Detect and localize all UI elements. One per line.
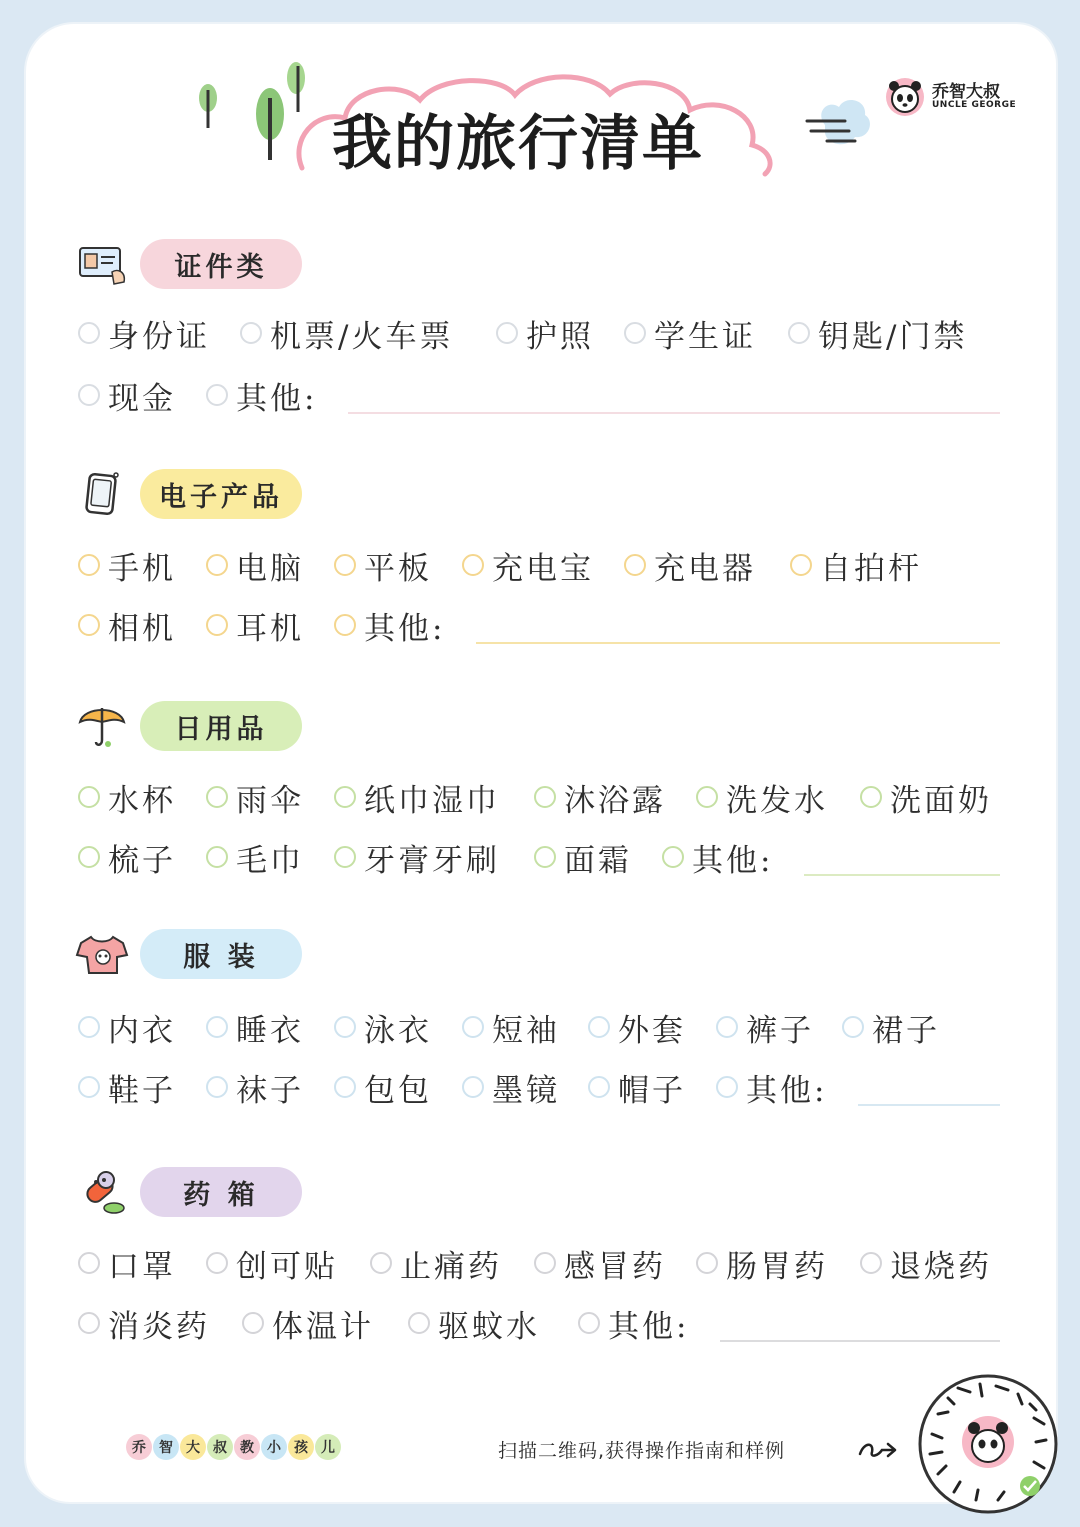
checkbox[interactable] bbox=[334, 554, 356, 576]
checklist-item-label: 短袖 bbox=[492, 1012, 560, 1049]
checkbox[interactable] bbox=[242, 1312, 264, 1334]
checklist-item[interactable] bbox=[240, 308, 453, 358]
checkbox[interactable] bbox=[78, 846, 100, 868]
checklist-item[interactable] bbox=[206, 772, 304, 822]
checklist-item-label: 充电宝 bbox=[492, 550, 594, 587]
checkbox[interactable] bbox=[788, 322, 810, 344]
checkbox[interactable] bbox=[534, 786, 556, 808]
checklist-item[interactable] bbox=[534, 832, 632, 882]
checkbox[interactable] bbox=[534, 1252, 556, 1274]
checklist-item[interactable] bbox=[334, 600, 445, 650]
section-header bbox=[74, 1164, 302, 1220]
checklist-item[interactable] bbox=[716, 1002, 814, 1052]
checklist-item[interactable] bbox=[370, 1238, 502, 1288]
checklist-item-label: 洗发水 bbox=[726, 782, 828, 819]
checklist-item-label: 裤子 bbox=[746, 1012, 814, 1049]
checklist-item[interactable] bbox=[534, 772, 666, 822]
tagline-char: 大 bbox=[180, 1434, 206, 1460]
checklist-item-label: 裙子 bbox=[872, 1012, 940, 1049]
checkbox[interactable] bbox=[662, 846, 684, 868]
brand-logo bbox=[884, 76, 1016, 118]
checklist-item[interactable] bbox=[790, 540, 922, 590]
checklist-item[interactable] bbox=[206, 1062, 304, 1112]
checkbox[interactable] bbox=[78, 614, 100, 636]
checklist-item-label: 创可贴 bbox=[236, 1248, 338, 1285]
section-title: 药 箱 bbox=[140, 1167, 302, 1217]
other-fill-line[interactable] bbox=[720, 1340, 1000, 1342]
checklist-item-label: 退烧药 bbox=[890, 1248, 992, 1285]
checkbox[interactable] bbox=[78, 1312, 100, 1334]
checkbox[interactable] bbox=[534, 846, 556, 868]
checklist-item-label: 护照 bbox=[526, 318, 594, 355]
section-title: 证件类 bbox=[140, 239, 302, 289]
tagline-char: 叔 bbox=[207, 1434, 233, 1460]
scan-instruction: 扫描二维码,获得操作指南和样例 bbox=[498, 1440, 786, 1462]
checklist-item[interactable] bbox=[624, 308, 756, 358]
checkbox[interactable] bbox=[78, 1016, 100, 1038]
checkbox[interactable] bbox=[334, 1016, 356, 1038]
checkbox[interactable] bbox=[496, 322, 518, 344]
checkbox[interactable] bbox=[462, 1016, 484, 1038]
checkbox[interactable] bbox=[696, 786, 718, 808]
brand-name-en: UNCLE GEORGE bbox=[932, 100, 1017, 111]
checkbox[interactable] bbox=[588, 1076, 610, 1098]
checklist-item[interactable] bbox=[78, 600, 176, 650]
checkbox[interactable] bbox=[78, 554, 100, 576]
checklist-item[interactable] bbox=[696, 772, 828, 822]
checkbox[interactable] bbox=[206, 1016, 228, 1038]
id-card-icon bbox=[74, 236, 130, 292]
checklist-item-label: 牙膏牙刷 bbox=[364, 842, 500, 879]
checkbox[interactable] bbox=[842, 1016, 864, 1038]
checklist-item-label: 消炎药 bbox=[108, 1308, 210, 1345]
wind-cloud-icon bbox=[805, 95, 875, 155]
checkbox[interactable] bbox=[334, 846, 356, 868]
checklist-item-label: 纸巾湿巾 bbox=[364, 782, 500, 819]
checkbox[interactable] bbox=[370, 1252, 392, 1274]
checklist-item[interactable] bbox=[206, 832, 304, 882]
checkbox[interactable] bbox=[578, 1312, 600, 1334]
tagline-char: 乔 bbox=[126, 1434, 152, 1460]
checklist-item[interactable] bbox=[206, 370, 317, 420]
checklist-item-label: 毛巾 bbox=[236, 842, 304, 879]
checklist-item[interactable] bbox=[334, 1002, 432, 1052]
checklist-item[interactable] bbox=[716, 1062, 827, 1112]
checklist-item-label: 其他: bbox=[236, 380, 318, 417]
checklist-item[interactable] bbox=[462, 540, 594, 590]
checklist-item-label: 洗面奶 bbox=[890, 782, 992, 819]
checkbox[interactable] bbox=[334, 614, 356, 636]
section-header bbox=[74, 698, 302, 754]
checkbox[interactable] bbox=[790, 554, 812, 576]
checkbox[interactable] bbox=[696, 1252, 718, 1274]
checklist-item[interactable] bbox=[462, 1002, 560, 1052]
checklist-item[interactable] bbox=[588, 1002, 686, 1052]
section-header bbox=[74, 236, 302, 292]
arrow-right-icon bbox=[858, 1438, 898, 1462]
checklist-item[interactable] bbox=[334, 832, 500, 882]
checklist-item-label: 钥匙/门禁 bbox=[818, 318, 968, 355]
checklist-item-label: 自拍杆 bbox=[820, 550, 922, 587]
checkbox[interactable] bbox=[78, 322, 100, 344]
checklist-item-label: 现金 bbox=[108, 380, 176, 417]
checkbox[interactable] bbox=[462, 1076, 484, 1098]
umbrella-icon bbox=[74, 698, 130, 754]
section-title: 服 装 bbox=[140, 929, 302, 979]
pill-icon bbox=[74, 1164, 130, 1220]
other-fill-line[interactable] bbox=[348, 412, 1000, 414]
checklist-item[interactable] bbox=[78, 540, 176, 590]
section-header bbox=[74, 466, 302, 522]
checklist-item[interactable] bbox=[206, 540, 304, 590]
tablet-icon bbox=[74, 466, 130, 522]
checklist-item-label: 感冒药 bbox=[564, 1248, 666, 1285]
checklist-item[interactable] bbox=[78, 1238, 176, 1288]
checklist-item-label: 水杯 bbox=[108, 782, 176, 819]
checklist-item-label: 平板 bbox=[364, 550, 432, 587]
checklist-item[interactable] bbox=[78, 370, 176, 420]
checklist-item[interactable] bbox=[496, 308, 594, 358]
checklist-item[interactable] bbox=[860, 1238, 992, 1288]
checklist-item-label: 耳机 bbox=[236, 610, 304, 647]
checkbox[interactable] bbox=[716, 1076, 738, 1098]
checklist-item-label: 其他: bbox=[692, 842, 774, 879]
checkbox[interactable] bbox=[408, 1312, 430, 1334]
checkbox[interactable] bbox=[78, 786, 100, 808]
other-fill-line[interactable] bbox=[476, 642, 1000, 644]
checkbox[interactable] bbox=[462, 554, 484, 576]
checkbox[interactable] bbox=[334, 786, 356, 808]
checkbox[interactable] bbox=[206, 384, 228, 406]
checklist-item-label: 内衣 bbox=[108, 1012, 176, 1049]
checklist-item[interactable] bbox=[462, 1062, 560, 1112]
checklist-item[interactable] bbox=[534, 1238, 666, 1288]
checklist-item-label: 止痛药 bbox=[400, 1248, 502, 1285]
checklist-item[interactable] bbox=[206, 600, 304, 650]
tagline-char: 小 bbox=[261, 1434, 287, 1460]
tagline-char: 孩 bbox=[288, 1434, 314, 1460]
checklist-item-label: 口罩 bbox=[108, 1248, 176, 1285]
checklist-item-label: 沐浴露 bbox=[564, 782, 666, 819]
checklist-item[interactable] bbox=[206, 1002, 304, 1052]
checklist-item[interactable] bbox=[860, 772, 992, 822]
checklist-item-label: 梳子 bbox=[108, 842, 176, 879]
checklist-item-label: 外套 bbox=[618, 1012, 686, 1049]
qr-code-icon[interactable] bbox=[918, 1374, 1058, 1514]
tagline-char: 教 bbox=[234, 1434, 260, 1460]
checklist-item-label: 电脑 bbox=[236, 550, 304, 587]
checkbox[interactable] bbox=[206, 614, 228, 636]
checklist-item[interactable] bbox=[696, 1238, 828, 1288]
tagline-char: 智 bbox=[153, 1434, 179, 1460]
checklist-item-label: 驱蚊水 bbox=[438, 1308, 540, 1345]
checkbox[interactable] bbox=[78, 384, 100, 406]
checklist-item[interactable] bbox=[242, 1298, 374, 1348]
checkbox[interactable] bbox=[206, 1076, 228, 1098]
checkbox[interactable] bbox=[206, 554, 228, 576]
checklist-item[interactable] bbox=[788, 308, 967, 358]
checklist-item-label: 相机 bbox=[108, 610, 176, 647]
checklist-item-label: 袜子 bbox=[236, 1072, 304, 1109]
checklist-item[interactable] bbox=[578, 1298, 689, 1348]
checklist-item-label: 其他: bbox=[746, 1072, 828, 1109]
checklist-item[interactable] bbox=[334, 1062, 432, 1112]
checkbox[interactable] bbox=[206, 786, 228, 808]
checklist-item-label: 泳衣 bbox=[364, 1012, 432, 1049]
checklist-item-label: 包包 bbox=[364, 1072, 432, 1109]
checklist-item-label: 墨镜 bbox=[492, 1072, 560, 1109]
checklist-item-label: 充电器 bbox=[654, 550, 756, 587]
checkbox[interactable] bbox=[206, 846, 228, 868]
checklist-item-label: 体温计 bbox=[272, 1308, 374, 1345]
checklist-item[interactable] bbox=[334, 772, 500, 822]
checklist-item-label: 睡衣 bbox=[236, 1012, 304, 1049]
section-header bbox=[74, 926, 302, 982]
checkbox[interactable] bbox=[240, 322, 262, 344]
checkbox[interactable] bbox=[716, 1016, 738, 1038]
brand-name: 乔智大叔 bbox=[932, 81, 1000, 102]
checklist-item[interactable] bbox=[78, 1298, 210, 1348]
checkbox[interactable] bbox=[624, 554, 646, 576]
checklist-item[interactable] bbox=[78, 1062, 176, 1112]
checklist-item-label: 其他: bbox=[364, 610, 446, 647]
checkbox[interactable] bbox=[860, 1252, 882, 1274]
checklist-item[interactable] bbox=[588, 1062, 686, 1112]
checkbox[interactable] bbox=[78, 1252, 100, 1274]
page-title: 我的旅行清单 bbox=[332, 109, 704, 179]
checkbox[interactable] bbox=[78, 1076, 100, 1098]
checklist-item-label: 学生证 bbox=[654, 318, 756, 355]
section-title: 电子产品 bbox=[140, 469, 302, 519]
tshirt-icon bbox=[74, 926, 130, 982]
checklist-item[interactable] bbox=[78, 772, 176, 822]
checklist-item[interactable] bbox=[842, 1002, 940, 1052]
panda-icon bbox=[884, 76, 926, 118]
checklist-item-label: 鞋子 bbox=[108, 1072, 176, 1109]
other-fill-line[interactable] bbox=[858, 1104, 1000, 1106]
checklist-item[interactable] bbox=[206, 1238, 338, 1288]
checklist-item[interactable] bbox=[78, 1002, 176, 1052]
checkbox[interactable] bbox=[624, 322, 646, 344]
checkbox[interactable] bbox=[334, 1076, 356, 1098]
checklist-item-label: 肠胃药 bbox=[726, 1248, 828, 1285]
section-title: 日用品 bbox=[140, 701, 302, 751]
checkbox[interactable] bbox=[860, 786, 882, 808]
checklist-item-label: 雨伞 bbox=[236, 782, 304, 819]
checklist-item[interactable] bbox=[624, 540, 756, 590]
checklist-item[interactable] bbox=[408, 1298, 540, 1348]
checklist-item-label: 身份证 bbox=[108, 318, 210, 355]
checklist-item[interactable] bbox=[78, 308, 210, 358]
checklist-item[interactable] bbox=[662, 832, 773, 882]
checklist-item-label: 面霜 bbox=[564, 842, 632, 879]
checklist-item[interactable] bbox=[78, 832, 176, 882]
checklist-item-label: 帽子 bbox=[618, 1072, 686, 1109]
other-fill-line[interactable] bbox=[804, 874, 1000, 876]
checkbox[interactable] bbox=[206, 1252, 228, 1274]
checklist-item-label: 机票/火车票 bbox=[270, 318, 454, 355]
checklist-item[interactable] bbox=[334, 540, 432, 590]
footer-tagline bbox=[126, 1434, 342, 1460]
tagline-char: 儿 bbox=[315, 1434, 341, 1460]
checklist-item-label: 其他: bbox=[608, 1308, 690, 1345]
checkbox[interactable] bbox=[588, 1016, 610, 1038]
checklist-item-label: 手机 bbox=[108, 550, 176, 587]
